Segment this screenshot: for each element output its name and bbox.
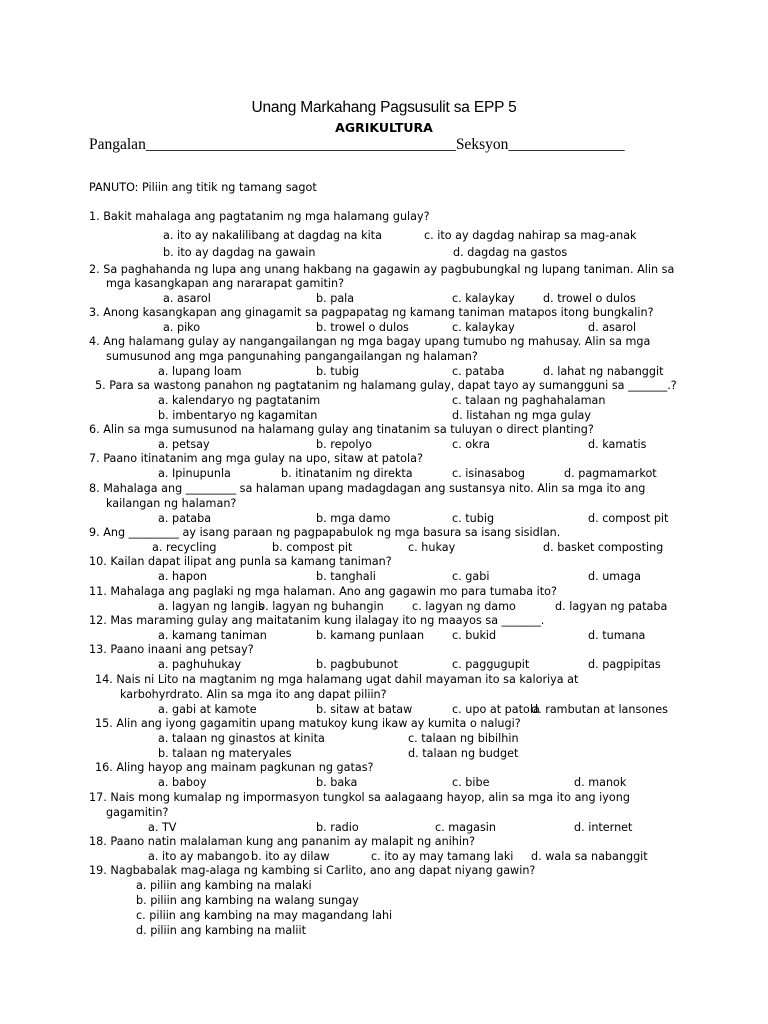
- answer-choice: a. kalendaryo ng pagtatanim: [158, 394, 321, 407]
- question-stem: 19. Nagbabalak mag-alaga ng kambing si Carlito, ano ang dapat niyang gawin?: [89, 864, 536, 877]
- question-stem: 10. Kailan dapat ilipat ang punla sa kamang taniman?: [89, 555, 392, 568]
- answer-choice: d. tumana: [588, 629, 646, 642]
- answer-choice: d. dagdag na gastos: [453, 246, 568, 259]
- answer-choice: c. bibe: [452, 776, 490, 789]
- answer-choice: b. ito ay dilaw: [251, 850, 330, 863]
- answer-choice: a. lupang loam: [158, 365, 242, 378]
- answer-choice: d. internet: [574, 821, 633, 834]
- answer-choice: a. TV: [148, 821, 177, 834]
- question-stem: 13. Paano inaani ang petsay?: [89, 643, 254, 656]
- question-stem: karbohyrdrato. Alin sa mga ito ang dapat piliin?: [120, 688, 387, 701]
- answer-choice: d. lahat ng nabanggit: [543, 365, 664, 378]
- question-stem: 12. Mas maraming gulay ang maitatanim kung ilalagay ito ng maayos sa _______.: [89, 614, 545, 627]
- question-stem: kailangan ng halaman?: [106, 497, 237, 510]
- answer-choice: d. pagpipitas: [588, 658, 661, 671]
- answer-choice: a. baboy: [158, 776, 207, 789]
- question-stem: 8. Mahalaga ang _________ sa halaman upang madagdagan ang sustansya nito. Alin sa mga ito ang: [89, 482, 646, 495]
- name-section-field: Pangalan________________________________________Seksyon_______________: [89, 136, 625, 153]
- answer-choice: a. asarol: [163, 292, 211, 305]
- answer-choice: b. baka: [316, 776, 358, 789]
- answer-choice: b. ito ay dagdag na gawain: [163, 246, 316, 259]
- answer-choice: c. gabi: [452, 570, 490, 583]
- answer-choice: b. piliin ang kambing na walang sungay: [136, 894, 359, 907]
- question-stem: 15. Alin ang iyong gagamitin upang matukoy kung ikaw ay kumita o nalugi?: [95, 717, 521, 730]
- answer-choice: a. ito ay nakalilibang at dagdag na kita: [163, 229, 382, 242]
- answer-choice: b. imbentaryo ng kagamitan: [158, 409, 318, 422]
- answer-choice: b. pagbubunot: [316, 658, 398, 671]
- answer-choice: d. rambutan at lansones: [531, 703, 668, 716]
- question-stem: mga kasangkapan ang nararapat gamitin?: [106, 277, 345, 290]
- answer-choice: a. talaan ng ginastos at kinita: [158, 732, 325, 745]
- answer-choice: d. kamatis: [588, 438, 647, 451]
- question-stem: 5. Para sa wastong panahon ng pagtatanim ng halamang gulay, dapat tayo ay sumangguni sa _______.?: [95, 379, 677, 392]
- question-stem: 4. Ang halamang gulay ay nangangailangan ng mga bagay upang tumubo ng mahusay. Alin sa mga: [89, 335, 651, 348]
- answer-choice: a. kamang taniman: [158, 629, 267, 642]
- page-subtitle: AGRIKULTURA: [335, 120, 433, 135]
- question-stem: 17. Nais mong kumalap ng impormasyon tungkol sa aalagaang hayop, alin sa mga ito ang iyong: [89, 791, 630, 804]
- answer-choice: c. talaan ng paghahalaman: [452, 394, 606, 407]
- question-stem: 6. Alin sa mga sumusunod na halamang gulay ang tinatanim sa tuluyan o direct planting?: [89, 423, 594, 436]
- question-stem: gagamitin?: [106, 806, 169, 819]
- answer-choice: a. lagyan ng langis: [158, 600, 264, 613]
- answer-choice: d. asarol: [588, 321, 637, 334]
- question-stem: sumusunod ang mga pangunahing pangangailangan ng halaman?: [106, 350, 478, 363]
- answer-choice: d. compost pit: [588, 512, 669, 525]
- question-stem: 2. Sa paghahanda ng lupa ang unang hakbang na gagawin ay pagbubungkal ng lupang taniman. Alin sa: [89, 263, 675, 276]
- answer-choice: c. hukay: [408, 541, 456, 554]
- answer-choice: d. umaga: [588, 570, 642, 583]
- question-stem: 16. Aling hayop ang mainam pagkunan ng gatas?: [95, 761, 374, 774]
- answer-choice: b. talaan ng materyales: [158, 747, 292, 760]
- question-stem: 3. Anong kasangkapan ang ginagamit sa pagpapatag ng kamang taniman matapos itong bungkalin?: [89, 306, 654, 319]
- answer-choice: b. repolyo: [316, 438, 372, 451]
- answer-choice: b. mga damo: [316, 512, 391, 525]
- question-stem: 18. Paano natin malalaman kung ang pananim ay malapit ng anihin?: [89, 835, 476, 848]
- answer-choice: a. recycling: [152, 541, 217, 554]
- answer-choice: d. manok: [574, 776, 627, 789]
- answer-choice: a. hapon: [158, 570, 207, 583]
- answer-choice: c. paggugupit: [452, 658, 530, 671]
- answer-choice: c. kalaykay: [452, 292, 515, 305]
- answer-choice: b. lagyan ng buhangin: [258, 600, 384, 613]
- answer-choice: d. trowel o dulos: [543, 292, 636, 305]
- answer-choice: b. kamang punlaan: [316, 629, 425, 642]
- question-stem: 14. Nais ni Lito na magtanim ng mga halamang ugat dahil mayaman ito sa kaloriya at: [95, 673, 579, 686]
- answer-choice: d. lagyan ng pataba: [555, 600, 668, 613]
- answer-choice: c. pataba: [452, 365, 505, 378]
- answer-choice: b. sitaw at bataw: [316, 703, 413, 716]
- answer-choice: d. piliin ang kambing na maliit: [136, 924, 306, 937]
- answer-choice: b. tubig: [316, 365, 360, 378]
- answer-choice: c. kalaykay: [452, 321, 515, 334]
- answer-choice: c. tubig: [452, 512, 495, 525]
- answer-choice: c. upo at patola: [452, 703, 540, 716]
- page-title: Unang Markahang Pagsusulit sa EPP 5: [251, 99, 517, 116]
- answer-choice: a. pataba: [158, 512, 212, 525]
- answer-choice: c. isinasabog: [452, 467, 525, 480]
- answer-choice: a. gabi at kamote: [158, 703, 257, 716]
- answer-choice: d. listahan ng mga gulay: [452, 409, 592, 422]
- answer-choice: b. trowel o dulos: [316, 321, 409, 334]
- question-stem: 7. Paano itinatanim ang mga gulay na upo, sitaw at patola?: [89, 452, 423, 465]
- answer-choice: a. paghuhukay: [158, 658, 242, 671]
- question-stem: 9. Ang _________ ay isang paraan ng pagpapabulok ng mga basura sa isang sisidlan.: [89, 526, 561, 539]
- answer-choice: a. piliin ang kambing na malaki: [136, 879, 312, 892]
- answer-choice: c. bukid: [452, 629, 497, 642]
- answer-choice: a. ito ay mabango: [148, 850, 250, 863]
- answer-choice: b. radio: [316, 821, 359, 834]
- answer-choice: b. itinatanim ng direkta: [281, 467, 413, 480]
- question-stem: 1. Bakit mahalaga ang pagtatanim ng mga halamang gulay?: [89, 210, 430, 223]
- answer-choice: c. lagyan ng damo: [412, 600, 516, 613]
- answer-choice: b. tanghali: [316, 570, 376, 583]
- answer-choice: a. piko: [163, 321, 201, 334]
- answer-choice: c. ito ay may tamang laki: [371, 850, 514, 863]
- answer-choice: c. okra: [452, 438, 491, 451]
- answer-choice: b. pala: [316, 292, 355, 305]
- answer-choice: c. piliin ang kambing na may magandang lahi: [136, 909, 393, 922]
- answer-choice: d. talaan ng budget: [408, 747, 519, 760]
- answer-choice: d. pagmamarkot: [564, 467, 657, 480]
- instructions: PANUTO: Piliin ang titik ng tamang sagot: [89, 181, 317, 194]
- answer-choice: a. petsay: [158, 438, 210, 451]
- answer-choice: c. talaan ng bibilhin: [408, 732, 519, 745]
- answer-choice: c. magasin: [435, 821, 497, 834]
- answer-choice: a. Ipinupunla: [158, 467, 231, 480]
- answer-choice: d. basket composting: [543, 541, 664, 554]
- answer-choice: b. compost pit: [272, 541, 353, 554]
- question-stem: 11. Mahalaga ang paglaki ng mga halaman. Ano ang gagawin mo para tumaba ito?: [89, 585, 557, 598]
- answer-choice: c. ito ay dagdag nahirap sa mag-anak: [424, 229, 637, 242]
- answer-choice: d. wala sa nabanggit: [531, 850, 648, 863]
